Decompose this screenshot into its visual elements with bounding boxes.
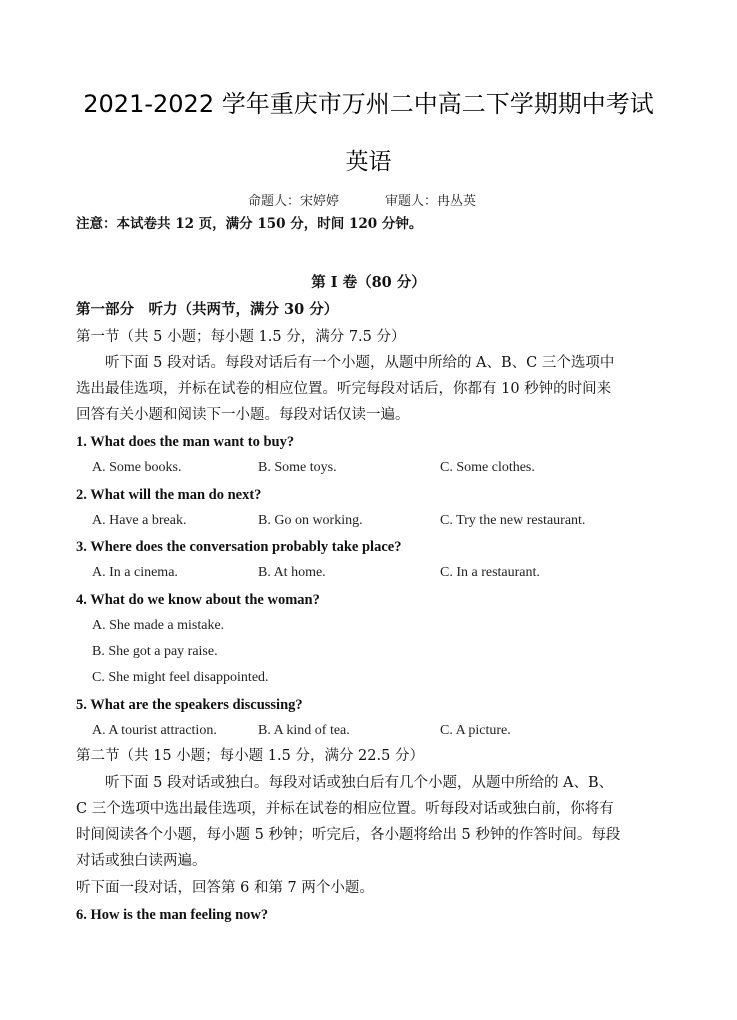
section1-instruction-line: 选出最佳选项，并标在试卷的相应位置。听完每段对话后，你都有 10 秒钟的时间来 bbox=[76, 381, 612, 397]
section1-instruction-line: 回答有关小题和阅读下一小题。每段对话仅读一遍。 bbox=[76, 407, 410, 423]
option-b: B. A kind of tea. bbox=[258, 723, 350, 738]
option-b: B. Go on working. bbox=[258, 513, 363, 528]
exam-subject: 英语 bbox=[345, 149, 392, 175]
option-c: C. A picture. bbox=[440, 723, 511, 738]
section2-heading: 第二节（共 15 小题；每小题 1.5 分，满分 22.5 分） bbox=[76, 748, 424, 764]
option-c: C. Some clothes. bbox=[440, 460, 535, 475]
option-b: B. At home. bbox=[258, 565, 326, 580]
authors-line bbox=[248, 190, 476, 209]
question-stem: 6. How is the man feeling now? bbox=[76, 907, 269, 923]
question-reviewer: 审题人：冉丛英 bbox=[385, 194, 477, 209]
section1-heading: 第一节（共 5 小题；每小题 1.5 分，满分 7.5 分） bbox=[76, 329, 406, 345]
section2-instruction-line: 对话或独白读两遍。 bbox=[76, 853, 207, 869]
question-stem: 1. What does the man want to buy? bbox=[76, 434, 295, 450]
section2-instruction-line: 听下面 5 段对话或独白。每段对话或独白后有几个小题，从题中所给的 A、B、 bbox=[76, 775, 614, 791]
section2-instruction-line: C 三个选项中选出最佳选项，并标在试卷的相应位置。听每段对话或独白前，你将有 bbox=[76, 801, 614, 817]
section2-lead: 听下面一段对话，回答第 6 和第 7 两个小题。 bbox=[76, 880, 374, 896]
question-stem: 4. What do we know about the woman? bbox=[76, 592, 320, 608]
option-a: A. In a cinema. bbox=[92, 565, 178, 580]
section1-instruction-line: 听下面 5 段对话。每段对话后有一个小题，从题中所给的 A、B、C 三个选项中 bbox=[76, 355, 615, 371]
option-a: A. Have a break. bbox=[92, 513, 187, 528]
option-a: A. A tourist attraction. bbox=[92, 723, 217, 738]
option-a: A. She made a mistake. bbox=[92, 618, 225, 633]
option-b: B. Some toys. bbox=[258, 460, 337, 475]
question-stem: 3. Where does the conversation probably take place? bbox=[76, 539, 402, 555]
section2-instruction-line: 时间阅读各个小题，每小题 5 秒钟；听完后，各小题将给出 5 秒钟的作答时间。每段 bbox=[76, 827, 621, 843]
question-stem: 5. What are the speakers discussing? bbox=[76, 697, 303, 713]
exam-title: 2021-2022 学年重庆市万州二中高二下学期期中考试 bbox=[83, 90, 654, 118]
option-a: A. Some books. bbox=[92, 460, 182, 475]
question-setter: 命题人：宋婷婷 bbox=[248, 194, 340, 209]
option-c: C. In a restaurant. bbox=[440, 565, 540, 580]
volume-heading: 第 I 卷（80 分） bbox=[311, 274, 426, 291]
question-stem: 2. What will the man do next? bbox=[76, 487, 262, 503]
option-b: B. She got a pay raise. bbox=[92, 644, 218, 659]
notice: 注意：本试卷共 12 页，满分 150 分，时间 120 分钟。 bbox=[76, 216, 423, 232]
part1-heading: 第一部分 听力（共两节，满分 30 分） bbox=[76, 301, 339, 318]
option-c: C. Try the new restaurant. bbox=[440, 513, 586, 528]
option-c: C. She might feel disappointed. bbox=[92, 670, 269, 685]
